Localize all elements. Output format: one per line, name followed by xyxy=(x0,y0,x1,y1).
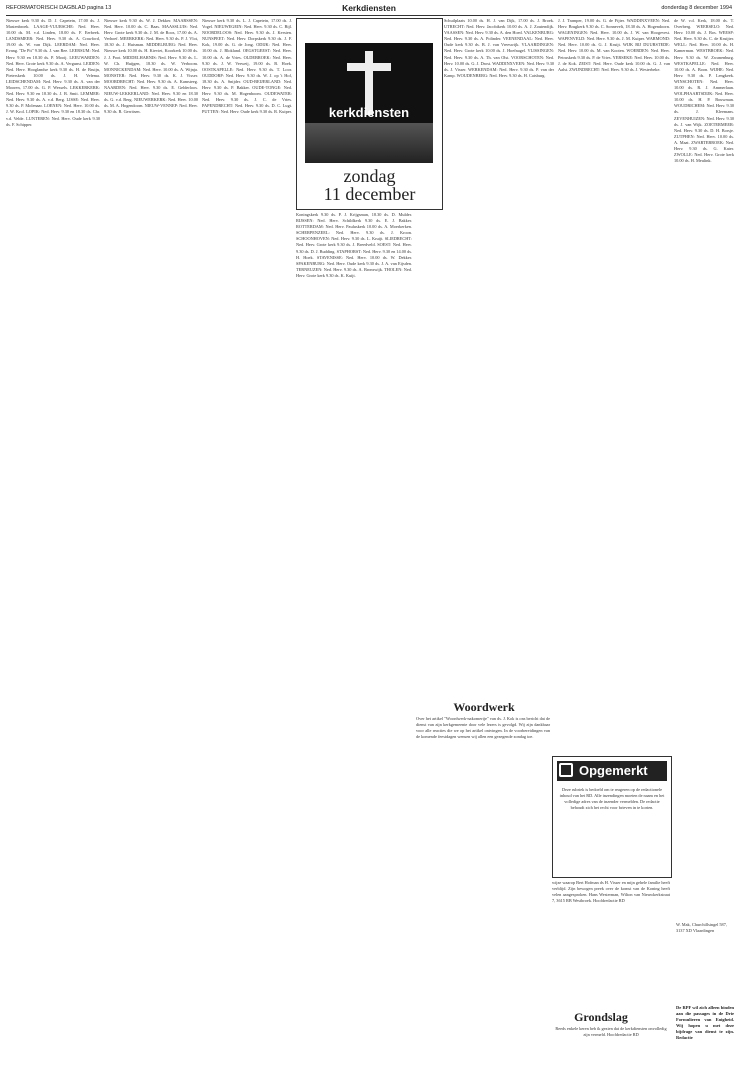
listing-text: Schuilplaats 10.00 ds. H. J. van Dijk, 17.00 ds. J. Broek. UTRECHT: Ned. Herv. Jacobikerk 10.00 ds. A. J. Zoutendijk. VAASSEN: Ned. Herv. 9.30 ds. A. den Hoed. VALKENBURG: Ned. Herv. 9.30 ds. A. Polinder. VEENENDAAL: Ned. Herv. Oude kerk 9.30 ds. B. J. van Vreeswijk. VLAARDINGEN: Ned. Herv. Grote kerk 10.00 ds. J. Hoefnagel. VLISSINGEN: Ned. Herv. 9.30 ds. A. Th. van Olst. VOORSCHOTEN: Ned. Herv. 10.00 ds. G. J. Drost. WADDINXVEEN: Ned. Herv. 9.30 ds. J. Visser. WERKENDAM: Ned. Herv. 9.30 ds. P. van der Kamp. WOUDENBERG: Ned. Herv. 9.30 ds. H. Catsburg. xyxy=(444,18,554,78)
banner-photo-text: kerkdiensten xyxy=(328,105,410,120)
woordwerk-text: Over het artikel "Woordwerk-nakomertje" van ds. J. Kok is ons bericht dat de dienst van zijn kerkgemeente door vele lezers is gevolgd. Wij zijn dankbaar voor alle reacties die we op het artikel ontvingen. In de voorbereidingen van de komende feestdagen wensen wij allen een gezegende zondag toe. xyxy=(416,716,550,740)
page-header xyxy=(6,3,732,16)
grondslag-text: Reeds enkele keren heb ik gezien dat de kerkdiensten onvolledig zijn vermeld. Hoofdredactie RD xyxy=(555,1026,667,1038)
listing-text: de W. v.d. Kerk, 18.00 ds. T. Overberg. WEERSELO: Ned. Herv. 10.00 ds. J. Bos. WEESP: Ned. Herv. 9.30 ds. C. de Kruijter. WELL: Ned. Herv. 10.00 ds. H. Kamerman. WESTBROEK: Ned. Herv. 9.30 ds. W. Zwanenburg. WESTKAPELLE: Ned. Herv. 10.00 ds. A. Boon. WIJHE: Ned. Herv. 9.30 ds. P. Lengkeek. WINSCHOTEN: Ned. Herv. 10.00 ds. R. J. Ammerlaan. WOLPHAARTSDIJK: Ned. Herv. 10.00 ds. H. P. Bouwman. WOUDRICHEM: Ned. Herv. 9.30 ds. J. Kleemans. ZEVENHUIZEN: Ned. Herv. 9.30 ds. J. van Wijk. ZOETERMEER: Ned. Herv. 9.30 ds. D. H. Borsje. ZUTPHEN: Ned. Herv. 10.00 ds. A. Maat. ZWARTEBROEK: Ned. Herv. 9.30 ds. G. Kater. ZWOLLE: Ned. Herv. Grote kerk 10.00 ds. H. Meulink. xyxy=(674,18,734,164)
opgemerkt-banner xyxy=(557,761,667,781)
church-photo xyxy=(305,43,433,163)
listing-column-2 xyxy=(104,18,198,1066)
letter-signoff: W. Mak, Churchillsingel 587, 3137 XD Vlaardingen xyxy=(676,922,727,934)
listing-text: Nieuwe kerk 9.30 ds. L. J. Capetein, 17.00 ds. J. Vogel. NIEUWEGEIN: Ned. Herv. 9.30 ds. C. Bijl. NOORDELOOS: Ned. Herv. 9.30 ds. J. Kersten. NUNSPEET: Ned. Herv. Dorpskerk 9.30 ds. J. F. Kok, 19.00 ds. G. de Jong. ODIJK: Ned. Herv. 10.00 ds. J. Blokland. OEGSTGEEST: Ned. Herv. 10.00 ds. A. de Vries. OLDEBROEK: Ned. Herv. 9.30 ds. J. W. Verweij, 19.00 ds. B. Hoek. OOSTKAPELLE: Ned. Herv. 9.30 ds. T. Loor. OUDDORP: Ned. Herv. 9.30 ds. W. J. op 't Hof, 18.30 ds. A. Snijder. OUD-BEIJERLAND: Ned. Herv. 9.30 ds. P. Bakker. OUDE-TONGE: Ned. Herv. 9.30 ds. M. Hogenboom. OUDEWATER: Ned. Herv. 9.30 ds. J. C. de Vries. PAPENDRECHT: Ned. Herv. 9.30 ds. D. C. Lugt. PUTTEN: Ned. Herv. Oude kerk 9.30 ds. R. Kuiper. xyxy=(202,18,292,115)
banner-date: 11 december xyxy=(323,184,416,204)
listing-column-7 xyxy=(674,18,734,918)
listing-column-1 xyxy=(6,18,100,1066)
woordwerk-heading: Woordwerk xyxy=(453,700,515,714)
listing-text: Nieuwe kerk 9.30 ds. W. J. Dekker. MAARSSEN: Ned. Herv. 10.00 ds. C. Baas. MAASSLUIS: Ned. Herv. Grote kerk 9.30 ds. J. M. de Roos, 17.00 ds. A. Verhoef. MEERKERK: Ned. Herv. 9.30 ds. P. J. Vlot, 18.30 ds. J. Huisman. MIDDELBURG: Ned. Herv. Nieuwe kerk 10.00 ds. H. Kieviet, Koorkerk 10.00 ds. J. J. Poot. MIDDELHARNIS: Ned. Herv. 9.30 ds. L. W. Ch. Huijgen, 18.30 ds. W. Verboom. MONNICKENDAM: Ned. Herv. 10.00 ds. A. Wijnja. MONSTER: Ned. Herv. 9.30 ds. K. J. Visser. MOORDRECHT: Ned. Herv. 9.30 ds. A. Kamsteeg. NAARDEN: Ned. Herv. 9.30 ds. E. Gelderloos. NIEUW-LEKKERLAND: Ned. Herv. 9.30 en 18.30 ds. G. v.d. Berg. NIEUWERKERK: Ned. Herv. 10.00 ds. M. A. Hogendoorn. NIEUW-VENNEP: Ned. Herv. 9.30 ds. R. Gerritsen. xyxy=(104,18,198,115)
listing-text: Koningskerk 9.30 ds. P. J. Krijgsman, 18.30 ds. D. Mulder. RIJSSEN: Ned. Herv. Schildkerk 9.30 ds. E. J. Bakker. ROTTERDAM: Ned. Herv. Pauluskerk 10.00 ds. A. Moerkerken. SCHERPENZEEL: Ned. Herv. 9.30 ds. J. Kroon. SCHOONHOVEN: Ned. Herv. 9.30 ds. L. Kruijt. SLIEDRECHT: Ned. Herv. Grote kerk 9.30 ds. J. Breedveld. SOEST: Ned. Herv. 9.30 ds. D. J. Budding. STAPHORST: Ned. Herv. 9.30 en 14.00 ds. H. Hoek. STAVENISSE: Ned. Herv. 10.00 ds. W. Dekker. SPAKENBURG: Ned. Herv. Oude kerk 9.30 ds. J. A. van Eijsden. TERNEUZEN: Ned. Herv. 9.30 ds. A. Bronswijk. THOLEN: Ned. Herv. Grote kerk 9.30 ds. K. Kuijt. xyxy=(296,212,412,278)
opgemerkt-text: Deze rubriek is bedoeld om te reageren op de redactionele inhoud van het RD. Alle inzendingen moeten de naam en het volledige adres van de inzender vermelden. De redactie behoudt zich het recht voor brieven in te korten. xyxy=(559,787,665,811)
section-title: Kerkdiensten xyxy=(342,3,396,13)
rpf-note: De RPF wil zich alleen binden aan die passages in de Drie Formulieren van Enigheid. Wij hopen u met deze bijdrage van dienst te zijn. Redactie xyxy=(676,1005,734,1040)
opgemerkt-box xyxy=(552,756,672,878)
grondslag-heading: Grondslag xyxy=(574,1010,628,1024)
listing-column-5 xyxy=(444,18,554,696)
note-icon xyxy=(559,763,573,777)
issue-date: donderdag 8 december 1994 xyxy=(661,5,732,11)
listing-column-4 xyxy=(296,212,412,1066)
cross-horizontal xyxy=(347,63,391,71)
kerkdiensten-banner xyxy=(296,18,443,210)
listing-text: Nieuwe kerk 9.30 ds. D. J. Capetein, 17.00 ds. J. Mastenbroek. LAAGE-VUURSCHE: Ned. Herv. 10.00 ds. M. v.d. Linden, 18.00 ds. F. Eerbeek. LANDSMEER: Ned. Herv. 9.30 ds. A. Crawford, 19.00 ds. W. van Dijk. LEERDAM: Ned. Herv. Evang. "De Pit" 9.30 ds. J. van Ree. LEERSUM: Ned. Herv. 9.30 en 18.30 ds. P. Mooij. LEEUWARDEN: Ned. Herv. Grote kerk 9.30 ds. A. Vergunst. LEIDEN: Ned. Herv. Hooglandse kerk 9.30 ds. H. de Bruijn, Pieterskerk 10.00 ds. J. H. Velema. LEIDSCHENDAM: Ned. Herv. 9.30 ds. A. van der Mooren, 17.00 ds. G. P. Wessels. LEKKERKERK: Ned. Herv. 9.30 en 18.30 ds. J. B. Smit. LEMMER: Ned. Herv. 9.30 ds. A. v.d. Berg. LISSE: Ned. Herv. 9.30 ds. P. Molenaar. LOENEN: Ned. Herv. 10.00 ds. J. W. Krol. LOPIK: Ned. Herv. 9.30 en 18.30 ds. Chr. v.d. Velde. LUNTEREN: Ned. Herv. Oude kerk 9.30 ds. F. Schipper. xyxy=(6,18,100,127)
listing-column-3 xyxy=(202,18,292,1066)
letter-text: wijze waarop Bert Hofman ds H. Visser en mijn gehele familie heeft verblijd. Zijn bewogen preek over de komst van de Koning heeft velen aangesproken. Hans Westerman, Wilton van Nieuwkerkstraat 7, 3615 RB Westbroek. Hoofdredactie RD xyxy=(552,880,670,904)
listing-text: J. J. Tramper, 19.00 ds. G. de Fijter. WADDINXVEEN: Ned. Herv. Brugkerk 9.30 ds. C. Sonnevelt, 18.30 ds. A. Hogendoorn. WAGENINGEN: Ned. Herv. 10.00 ds. J. W. van Hoogevest. WAPENVELD: Ned. Herv. 9.30 ds. J. M. Kuiper. WARMOND: Ned. Herv. 10.00 ds. G. J. Kruijt. WIJK BIJ DUURSTEDE: Ned. Herv. 10.00 ds. M. van Kooten. WOERDEN: Ned. Herv. Petruskerk 9.30 ds. P. de Vries. YERSEKE: Ned. Herv. 10.00 ds. J. de Kok. ZEIST: Ned. Herv. Oude kerk 10.00 ds. G. J. van Aalst. ZWIJNDRECHT: Ned. Herv. 9.30 ds. J. Westerbeke. xyxy=(558,18,670,72)
banner-day: zondag xyxy=(343,166,396,186)
church-wall xyxy=(305,123,433,163)
opgemerkt-title: Opgemerkt xyxy=(579,763,648,778)
listing-column-6 xyxy=(558,18,670,752)
page-label: REFORMATORISCH DAGBLAD pagina 13 xyxy=(6,5,112,11)
